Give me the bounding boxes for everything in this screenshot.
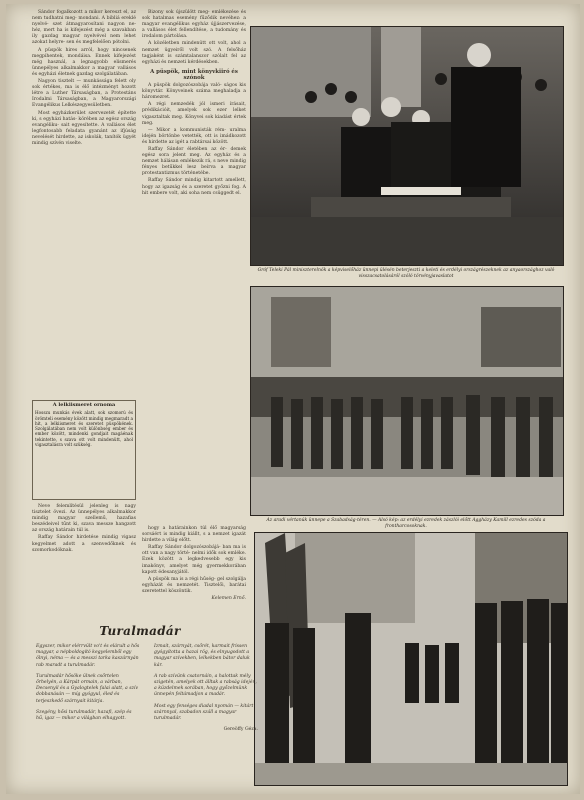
photo-parliament	[250, 26, 564, 266]
article-column-2	[142, 10, 246, 198]
poem-stanza: A rab szívünk csatornáin, a halottak mély szigetén, amelyek ott álltak a rabság idején, a küzdelmek sorában, hogy győzelmünk ünnepén feltámadjon a madár.	[154, 673, 257, 698]
article-column-3	[142, 526, 246, 602]
section-subhead: A püspök, mint könyvkiiró és szónok	[150, 68, 238, 81]
paragraph: Raffay Sándor életében az ér- demek egész sora jelent meg. Az egyház és a nemzet hálásan emlékezik rá, s neve mindig fényes betűkkel lesz beírva a magyar protestantizmus történetébe.	[142, 146, 246, 177]
photo-ceremony-image	[251, 287, 563, 515]
photo-caption-2: Az aradi vértanúk ünnepe a Szabadság-téren. — Alsó kép: az erdélyi ezredek zászlói előtt Aggházy Kamill ezredes szóda a frontharcosoknak.	[266, 518, 546, 529]
poem-column-left	[36, 644, 140, 727]
poem-stanza: Izmait, szárnyát, csőrét, karmait frissen gyógyította a hazai rög, és elnyugodott a magyar szívekben, lelkekben bátor daluk kár.	[154, 644, 250, 668]
photo-procession-image	[255, 533, 567, 785]
paragraph: Raffay Sándor mindig kitartott amellett, hogy az igazság és a szeretet győzni fog. A hit embere volt, aki soha nem csüggedt el.	[142, 178, 246, 196]
photo-parliament-image	[251, 27, 563, 265]
paragraph: hogy a határainkon túl élő magyarság sorsáért is mindig kiállt, s a nemzet igazát hirdette a világ előtt.	[142, 526, 246, 544]
poem-signature: Gereöffy Géza.	[223, 727, 258, 733]
photo-caption-1: Gróf Teleki Pál miniszterelnök a képviselőház ünnepi ülésén beterjeszti a keleti és erdélyi országrészeknek az anyaországhoz való visszacsatolásáról szóló törvényjavaslatot	[257, 268, 555, 279]
poem-column-right	[154, 644, 258, 733]
paragraph: A közéletben mindenütt ott volt, ahol a nemzet ügyeiről volt szó. A felsőház tagjaként is számtalanszor szólalt fel az egyházi és nemzeti kérdésekben.	[142, 41, 246, 65]
paragraph: Sándor fogalkozott a mikor kereszt el, az nem tudhatni meg- mondani. A bibliá ereklé nyelvé- szet átmagyarosítani nagyon ne- héz, mert ha is kifejezést még a szavakban ily gazdag magyar nyelvével nem lehet azokat helyre- sen és megfelelően pótolni.	[32, 10, 136, 46]
poem-stanza: Most egy fenséges diadal nyomán — kitárt szárnnyal, szabadon száll a magyar turulmadár.	[154, 703, 254, 722]
photo-ceremony	[250, 286, 564, 516]
paragraph: Nagyon tisztelt — munkássága felett oly sok értékes, ma is élő intézményt hozott létre a Luther Társaságban, a Protestáns Irodalmi Társaságban, a Magyarországi Evangélikus Lelkészegyesületben.	[32, 79, 136, 109]
paragraph: Raffay Sándor dolgozószobájá- ban ma is ott van a nagy törté- nelmi idők sok emléke. Ezek között a legkedvesebb egy kis imakönyv, amelyet még gyermekkorában kapott édesanyjától.	[142, 545, 246, 575]
article-column-1-continued	[32, 504, 136, 555]
paragraph: A püspök dolgozószobája való- ságos kis könyvtár. Könyveinek száma meghaladja a háromezret.	[142, 83, 246, 101]
paragraph: Bizony sok újszülött meg- emlékezése és sok hatalmas esemény fűződik nevéhez: a magyar evangélikus egyház újjászervezése, a vallásos élet fellendítése, a tudomány és irodalom pártolása.	[142, 10, 246, 40]
inset-title: A lelkiismeret ornoma	[52, 402, 116, 408]
newspaper-page	[6, 4, 580, 794]
paragraph: Neve felemlítésül jelenleg is nagy tisztelet övezi. Az ünnepélyes alkalmakkor mindig magyar szellemű, hazafias beszédeivel tűnt ki, szava messze hangzott az ország határain túl is.	[32, 504, 136, 534]
photo-procession	[254, 532, 568, 786]
article-signature: Kelemen Ernő.	[211, 596, 246, 602]
paragraph: Raffay Sándor hirdetése mindig vigasz kegyelmet adott a szenvedőknek és szomorkodóknak.	[32, 535, 136, 553]
poem-stanza: Egyszer, mikor elérrvült vo't és elárult a hős magyar, a népboldogító kegyelemből egy ölnyi, néma — és a messzi tarka kaszárnyán rab maradt a turulmadár.	[36, 644, 140, 668]
paragraph: — Mikor a kommunisták rém- uralma idején börtönbe vetették, ott is imádkozott és hirdette az igét a rabtársai között.	[142, 127, 246, 145]
poem-stanza: Turulmadár hősöke ülnek csőrtelen őrhelyén, a Kárpát ormain, a várban, Decsenyil és a Gyalogtelek falai alatt, a szív dobbanásán — míg gyógyul, éled és terjeszkedő szárnyait kitárja.	[36, 673, 139, 704]
article-column-1	[32, 10, 136, 148]
poem-title: Turalmadár	[99, 624, 181, 638]
paragraph: Most egyházkerület szervezetét építette ki, s egyházi hatás- körében az egész ország evangéliku- sait egyesítette. A vallásos élet legfontosabb feladata gyanánt az ifjúság nevelését hirdette, az iskolák, tanítók ügyét mindig szívén viselte.	[32, 110, 136, 146]
paragraph: A püspök hires arról, hogy nincsenek megpihentek, mondáisa. Ennek kifejezést még használ, a legnagyobb elismerés ünnepélyes alkalmakkor a magyar vallásos és egyházi életnek gazdag szolgálatában.	[32, 47, 136, 77]
paragraph: A régi nemzedék jól ismeri írásait, prédikációit, amelyek sok ezer lelket vigasztaltak meg. Könyvei sok kiadást értek meg.	[142, 102, 246, 126]
poem-stanza: Szegény, hősi turulmadár, hazafi, szép és hű, igaz — mikor a világban elhagyott.	[36, 709, 132, 722]
inset-box	[32, 400, 136, 500]
inset-text: Hosszu munkás évek alatt, sok szomorú és örömteli esemény között mindig megmaradt a hit, a lelkiismeret és szeretet püspökének. Szolgálatában nem volt különbség ember és ember között, mindenki gondjait magáénak tekintette, s szava ott volt mindenütt, ahol vigasztalásra volt szükség.	[35, 410, 133, 448]
paragraph: A püspök ma is a régi hűség- gel szolgálja egyházát és nemzetét. Tisztelői, barátai szeretettel köszöntik.	[142, 576, 246, 594]
